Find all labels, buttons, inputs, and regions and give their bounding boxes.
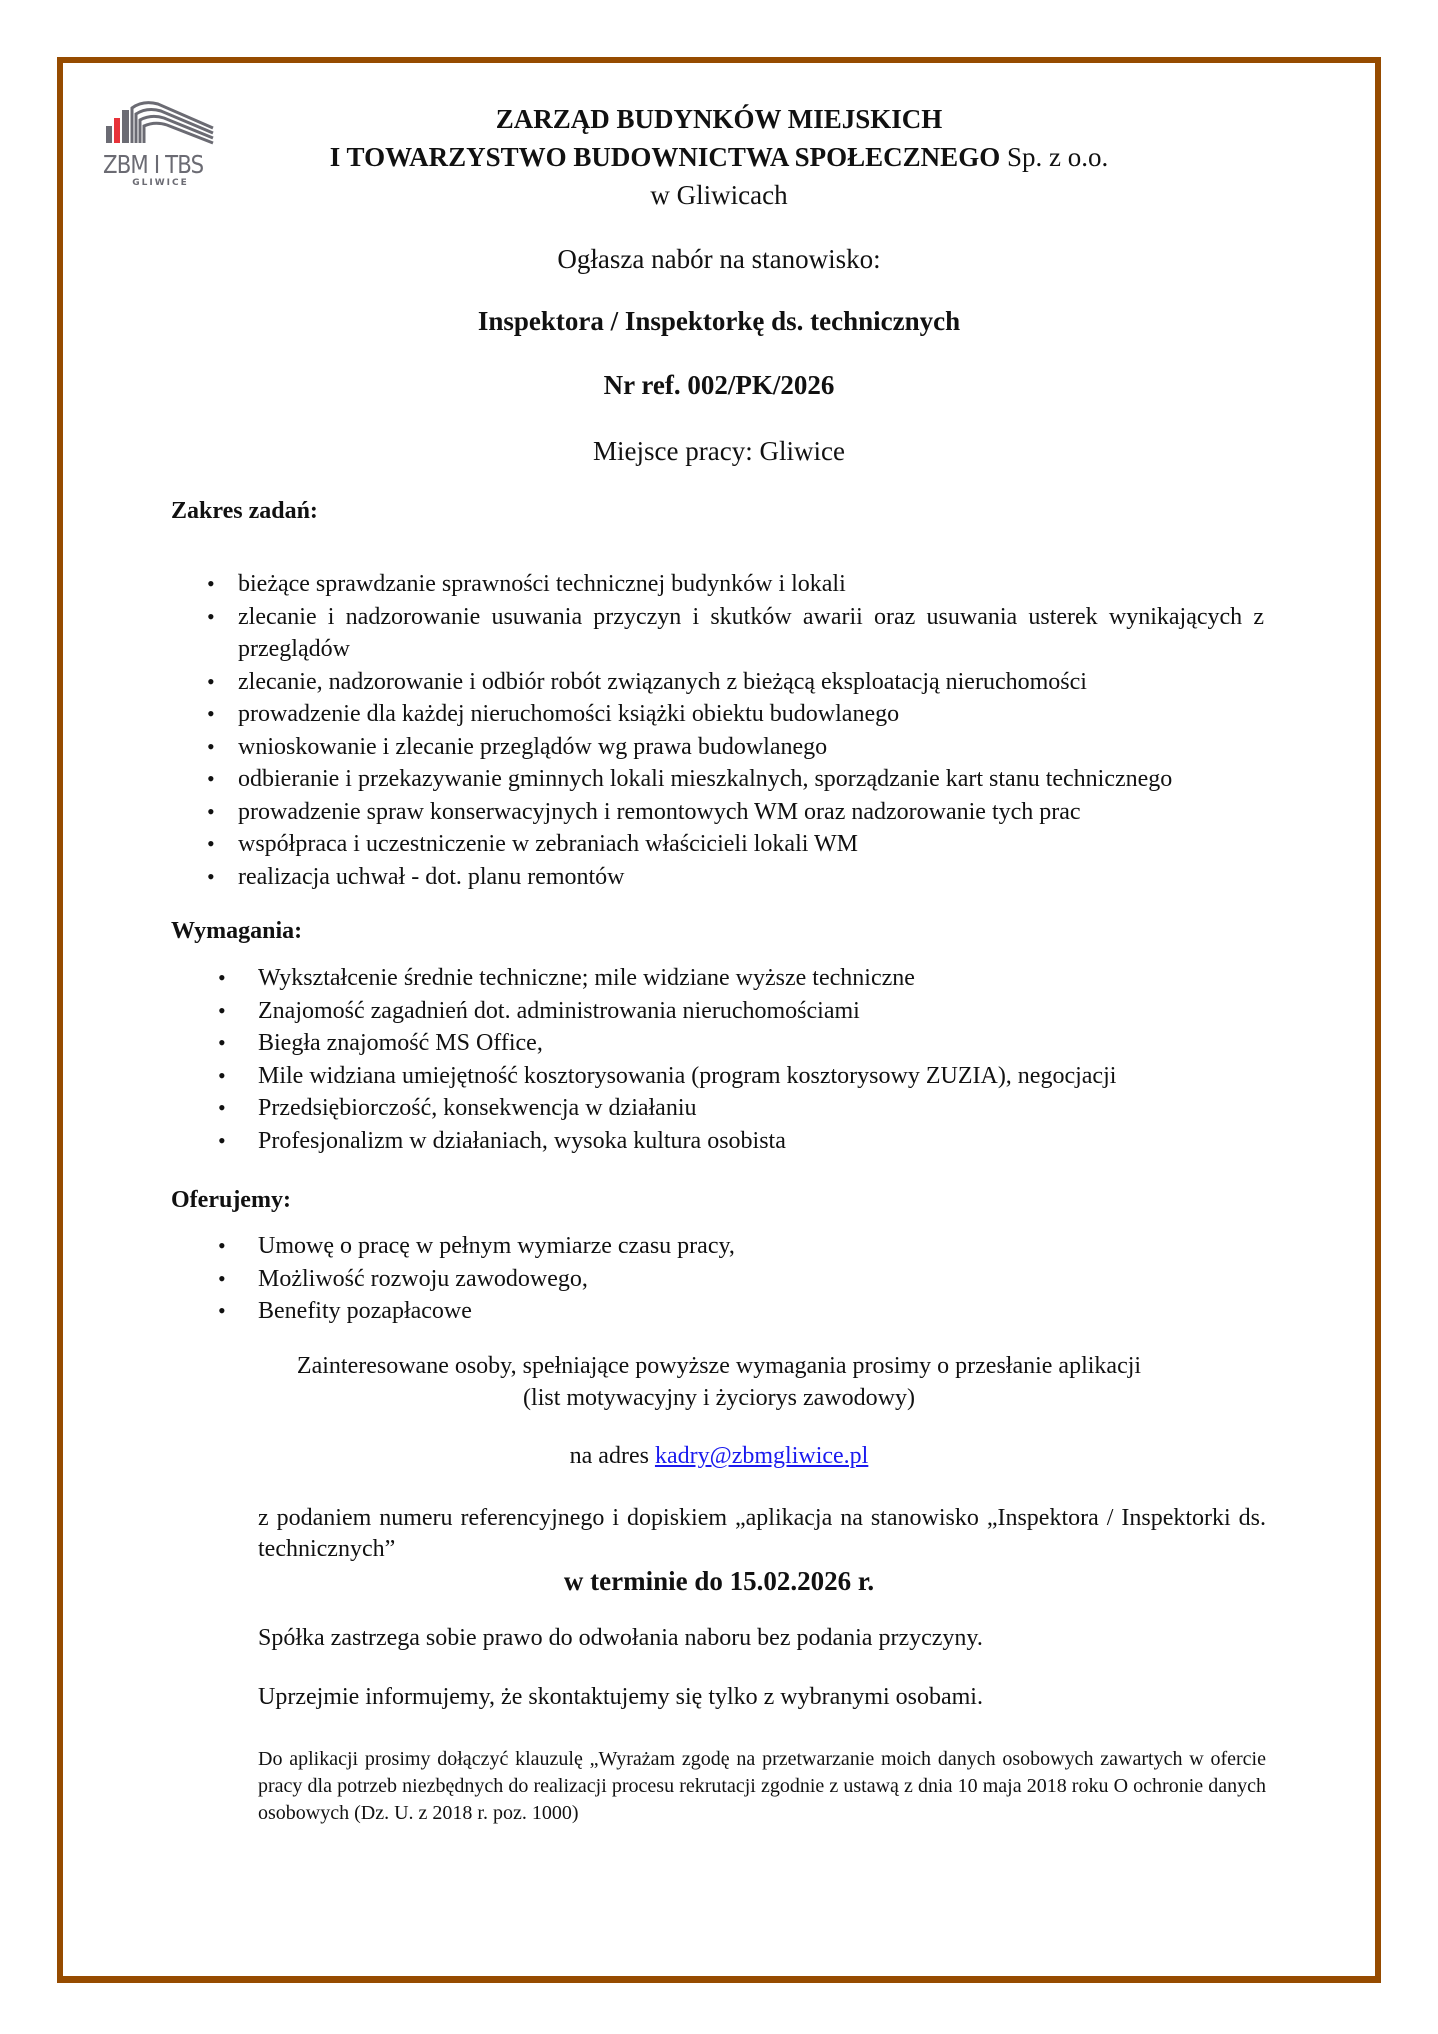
offers-list [218, 1230, 1258, 1328]
logo-name: ZBM I TBS [103, 150, 204, 179]
tasks-heading: Zakres zadań: [171, 498, 318, 524]
list-item-text: wnioskowanie i zlecanie przeglądów wg prawa budowlanego [238, 733, 828, 760]
list-item [218, 1125, 1258, 1158]
org-name-line1: ZARZĄD BUDYNKÓW MIEJSKICH [495, 104, 943, 134]
list-item [218, 1027, 1258, 1060]
list-item-text: zlecanie, nadzorowanie i odbiór robót związanych z bieżącą eksploatacją nieruchomości [238, 668, 1087, 695]
bullet-icon: • [207, 668, 215, 694]
list-item [207, 568, 1264, 601]
list-item [207, 666, 1264, 699]
bullet-icon: • [207, 701, 215, 726]
bullet-icon: • [218, 1062, 226, 1088]
bullet-icon: • [218, 997, 226, 1023]
org-name-line2 [0, 142, 1438, 173]
list-item [207, 861, 1264, 894]
bullet-icon: • [218, 1030, 226, 1055]
list-item [218, 962, 1258, 995]
bullet-icon: • [218, 1233, 226, 1258]
bullet-icon: • [218, 1265, 226, 1291]
list-item-text: Wykształcenie średnie techniczne; mile widziane wyższe techniczne [258, 965, 915, 991]
bullet-icon: • [218, 1095, 226, 1120]
list-item-text: prowadzenie dla każdej nieruchomości książki obiektu budowlanego [238, 701, 900, 727]
application-instructions [0, 1350, 1438, 1414]
deadline: w terminie do 15.02.2026 r. [563, 1566, 875, 1596]
reference-number: Nr ref. 002/PK/2026 [603, 370, 835, 400]
address-prefix: na adres [569, 1443, 655, 1469]
list-item-text: realizacja uchwał - dot. planu remontów [238, 863, 625, 890]
org-city: w Gliwicach [650, 180, 788, 210]
list-item-text: odbieranie i przekazywanie gminnych lokali mieszkalnych, sporządzanie kart stanu technicznego [238, 766, 1173, 792]
list-item-text: Umowę o pracę w pełnym wymiarze czasu pracy, [258, 1233, 735, 1259]
contact-note: Uprzejmie informujemy, że skontaktujemy się tylko z wybranymi osobami. [258, 1684, 983, 1710]
bullet-icon: • [207, 571, 215, 596]
list-item-text: Biegła znajomość MS Office, [258, 1030, 543, 1056]
requirements-list [218, 962, 1258, 1157]
bullet-icon: • [218, 965, 226, 990]
list-item [207, 763, 1264, 796]
tasks-list [207, 568, 1264, 893]
bullet-icon: • [207, 733, 215, 759]
list-item [207, 731, 1264, 764]
application-line2: (list motywacyjny i życiorys zawodowy) [523, 1385, 915, 1411]
org-legal-form: Sp. z o.o. [1000, 142, 1109, 172]
list-item [207, 601, 1264, 666]
list-item-text: Mile widziana umiejętność kosztorysowania (program kosztorysowy ZUZIA), negocjacji [258, 1062, 1117, 1089]
bullet-icon: • [207, 766, 215, 791]
list-item-text: Możliwość rozwoju zawodowego, [258, 1265, 588, 1292]
list-item [218, 1230, 1258, 1263]
application-line1: Zainteresowane osoby, spełniające powyższe wymagania prosimy o przesłanie aplikacji [296, 1353, 1142, 1379]
bullet-icon: • [207, 603, 215, 629]
bullet-icon: • [218, 1298, 226, 1323]
logo-city: GLIWICE [132, 178, 189, 188]
list-item [218, 1060, 1258, 1093]
bullet-icon: • [207, 831, 215, 856]
list-item [207, 698, 1264, 731]
bullet-icon: • [207, 798, 215, 824]
list-item-text: Profesjonalizm w działaniach, wysoka kultura osobista [258, 1127, 786, 1154]
list-item-text: zlecanie i nadzorowanie usuwania przyczyn i skutków awarii oraz usuwania usterek wynikających z przeglądów [238, 603, 1264, 662]
list-item [218, 1263, 1258, 1296]
list-item-text: bieżące sprawdzanie sprawności technicznej budynków i lokali [238, 571, 846, 597]
list-item-text: współpraca i uczestniczenie w zebraniach właścicieli lokali WM [238, 831, 858, 857]
list-item-text: Przedsiębiorczość, konsekwencja w działaniu [258, 1095, 697, 1121]
reference-mention: z podaniem numeru referencyjnego i dopiskiem „aplikacja na stanowisko „Inspektora / Inspektorki ds. technicznych” [258, 1505, 1266, 1562]
email-address-line [0, 1443, 1438, 1470]
list-item-text: Benefity pozapłacowe [258, 1298, 472, 1324]
email-link[interactable]: kadry@zbmgliwice.pl [654, 1443, 869, 1469]
reservation-note: Spółka zastrzega sobie prawo do odwołania naboru bez podania przyczyny. [258, 1625, 983, 1651]
list-item [218, 1295, 1258, 1328]
workplace: Miejsce pracy: Gliwice [593, 436, 845, 466]
requirements-heading: Wymagania: [171, 918, 303, 944]
list-item [207, 828, 1264, 861]
list-item-text: prowadzenie spraw konserwacyjnych i remontowych WM oraz nadzorowanie tych prac [238, 798, 1081, 825]
gdpr-clause: Do aplikacji prosimy dołączyć klauzulę „Wyrażam zgodę na przetwarzanie moich danych osobowych zawartych w ofercie pracy dla potrzeb niezbędnych do realizacji procesu rekrutacji zgodnie z ustawą z dnia 10 maja 2018 roku O ochronie danych osobowych (Dz. U. z 2018 r. poz. 1000) [258, 1748, 1266, 1824]
announcement-text: Ogłasza nabór na stanowisko: [557, 244, 881, 274]
bullet-icon: • [218, 1127, 226, 1153]
offers-heading: Oferujemy: [171, 1187, 291, 1213]
list-item-text: Znajomość zagadnień dot. administrowania nieruchomościami [258, 997, 860, 1024]
position-title: Inspektora / Inspektorkę ds. technicznych [477, 306, 961, 336]
bullet-icon: • [207, 863, 215, 889]
list-item [218, 1092, 1258, 1125]
org-name-bold: I TOWARZYSTWO BUDOWNICTWA SPOŁECZNEGO [329, 142, 1001, 172]
list-item [218, 995, 1258, 1028]
list-item [207, 796, 1264, 829]
